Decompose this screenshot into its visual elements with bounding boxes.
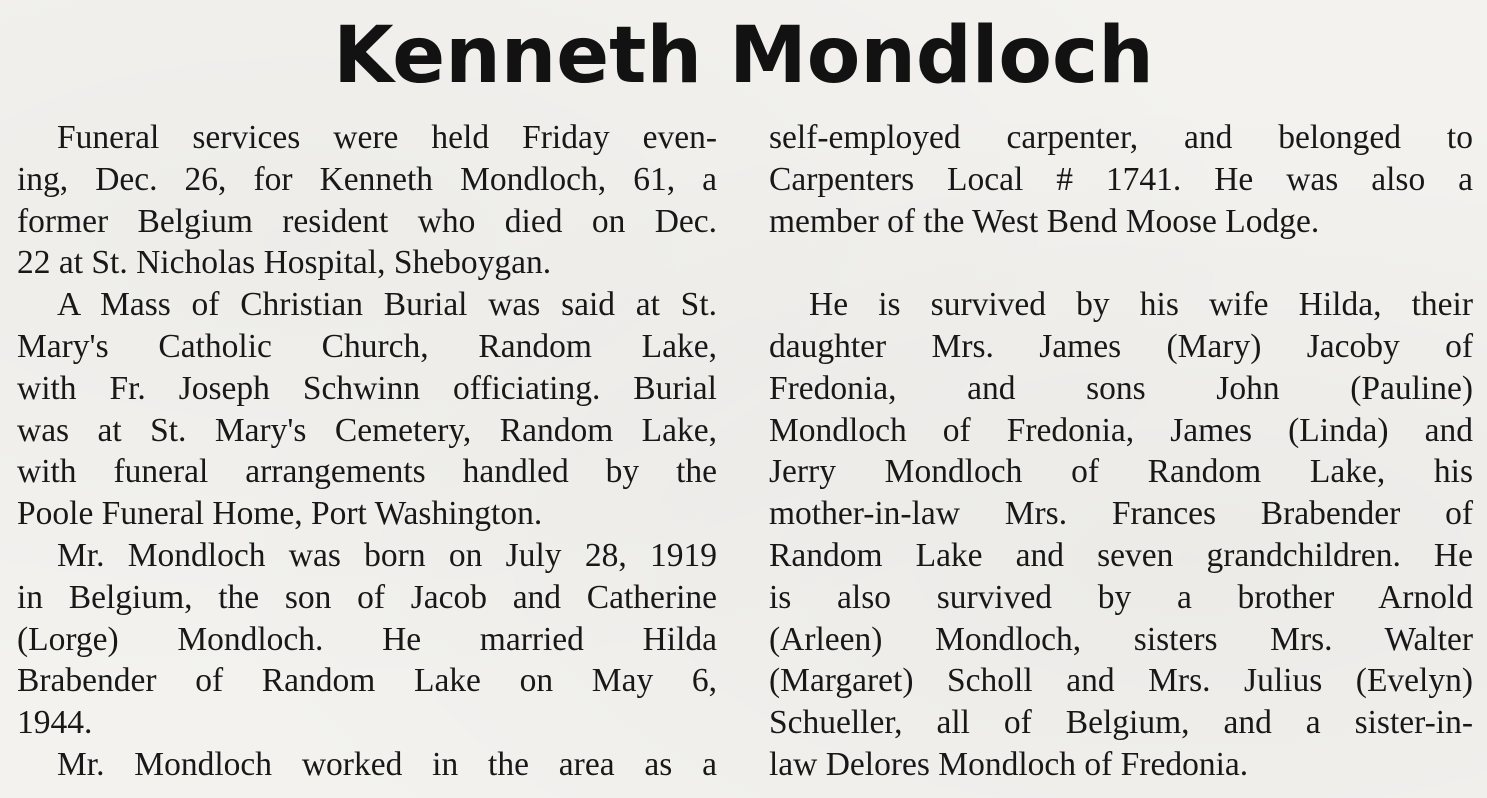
text-line: (Arleen) Mondloch, sisters Mrs. Walter (769, 620, 1473, 658)
text-line: with funeral arrangements handled by the (17, 453, 717, 491)
text-line: Carpenters Local # 1741. He was also a (769, 160, 1473, 198)
right-column-bottom (769, 284, 1473, 786)
text-line: 22 at St. Nicholas Hospital, Sheboygan. (17, 244, 552, 282)
text-line: in Belgium, the son of Jacob and Catherine (17, 578, 717, 616)
text-line: daughter Mrs. James (Mary) Jacoby of (769, 327, 1473, 365)
text-line: Mr. Mondloch worked in the area as a (57, 745, 717, 783)
text-line: Schueller, all of Belgium, and a sister-in- (769, 704, 1473, 742)
text-line: with Fr. Joseph Schwinn officiating. Burial (17, 369, 717, 407)
obituary-headline: Kenneth Mondloch (333, 11, 1154, 101)
paragraph-gap (769, 242, 1473, 284)
right-column (769, 117, 1473, 786)
text-line: mother-in-law Mrs. Frances Brabender of (769, 495, 1473, 533)
text-line: Poole Funeral Home, Port Washington. (17, 495, 543, 533)
text-line: Jerry Mondloch of Random Lake, his (769, 453, 1473, 491)
text-line: Mary's Catholic Church, Random Lake, (17, 327, 717, 365)
text-line: Mr. Mondloch was born on July 28, 1919 (57, 536, 717, 574)
text-line: was at St. Mary's Cemetery, Random Lake, (17, 411, 717, 449)
text-line: Brabender of Random Lake on May 6, (17, 662, 717, 700)
text-line: Funeral services were held Friday even- (57, 119, 717, 156)
text-line: member of the West Bend Moose Lodge. (769, 202, 1320, 240)
text-line: is also survived by a brother Arnold (769, 578, 1473, 616)
right-column-top (769, 117, 1473, 242)
text-line: ing, Dec. 26, for Kenneth Mondloch, 61, a (17, 160, 717, 198)
text-line: law Delores Mondloch of Fredonia. (769, 745, 1249, 783)
text-line: self-employed carpenter, and belonged to (769, 119, 1473, 156)
text-line: 1944. (17, 704, 93, 742)
text-line: Random Lake and seven grandchildren. He (769, 536, 1473, 574)
text-line: He is survived by his wife Hilda, their (809, 286, 1473, 324)
text-line: Fredonia, and sons John (Pauline) (769, 369, 1473, 407)
text-line: Mondloch of Fredonia, James (Linda) and (769, 411, 1473, 449)
left-column (17, 117, 717, 786)
text-line: A Mass of Christian Burial was said at St. (57, 286, 717, 324)
text-line: former Belgium resident who died on Dec. (17, 202, 717, 240)
text-line: (Margaret) Scholl and Mrs. Julius (Evelyn) (769, 662, 1473, 700)
text-line: (Lorge) Mondloch. He married Hilda (17, 620, 717, 658)
